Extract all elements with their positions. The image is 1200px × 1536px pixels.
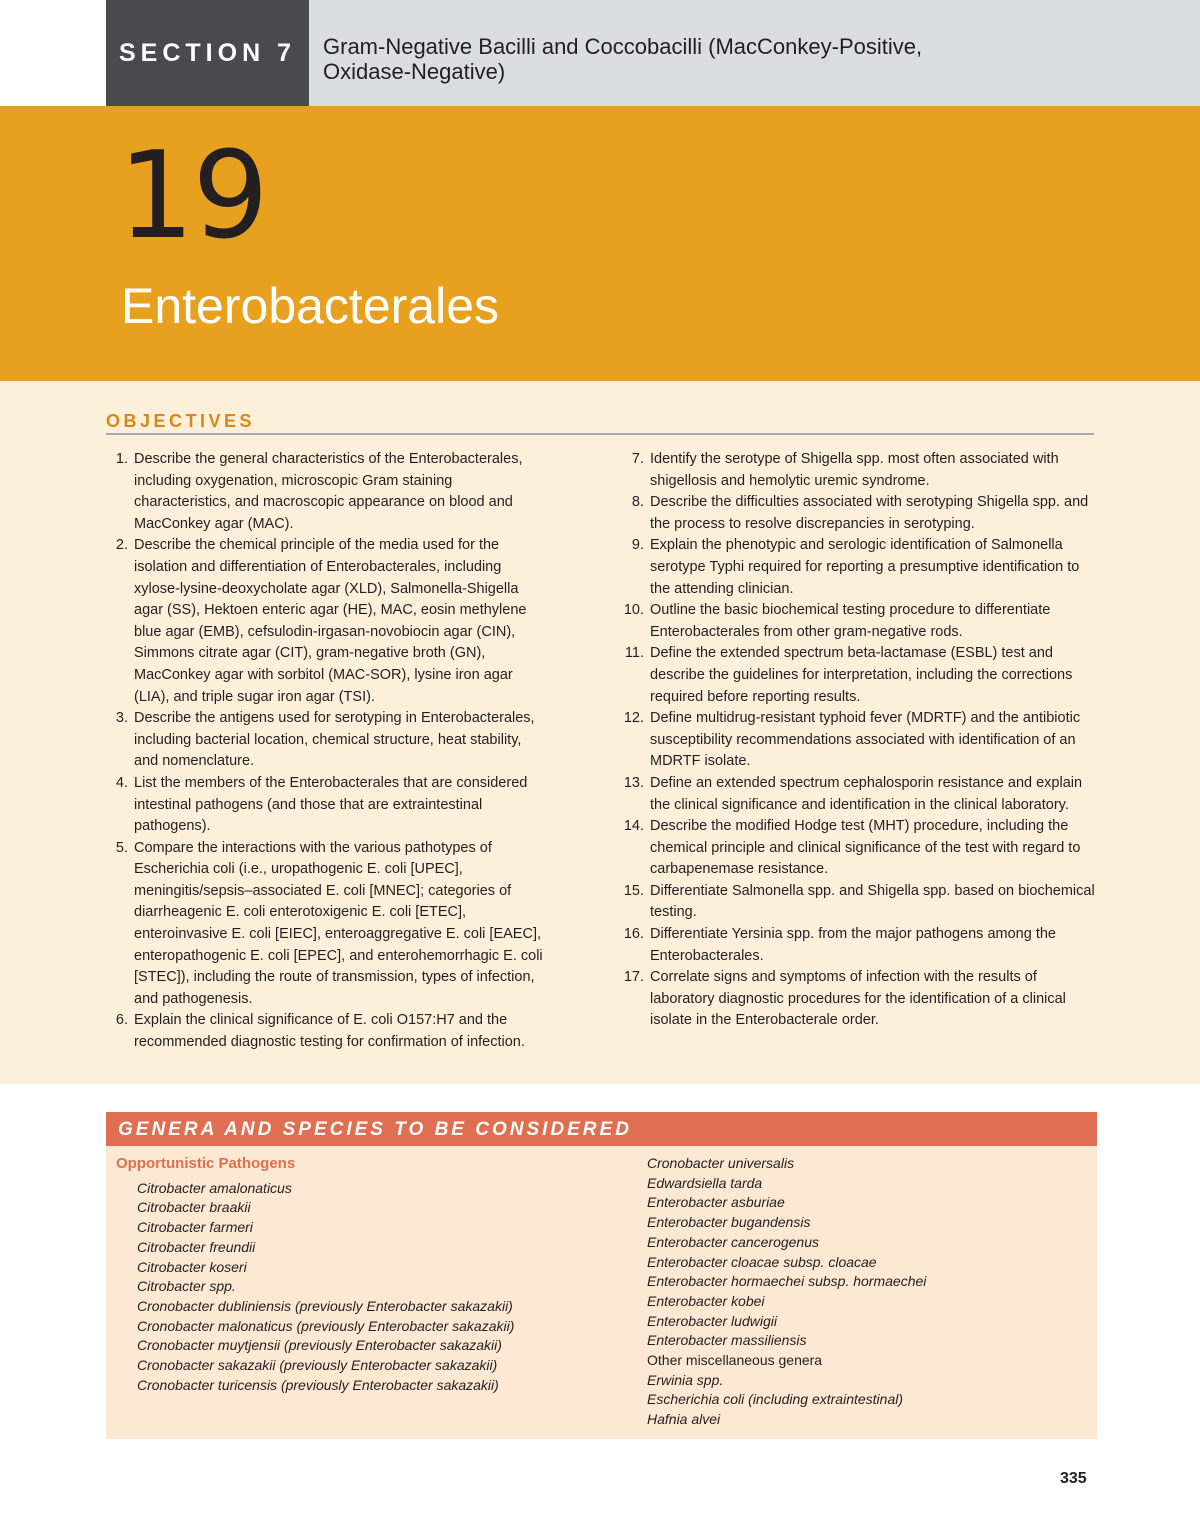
species-item: Cronobacter sakazakii (previously Enterobacter sakazakii): [137, 1357, 498, 1374]
section-title-line-1: Gram-Negative Bacilli and Coccobacilli (MacConkey-Positive,: [323, 34, 923, 59]
objectives-heading: OBJECTIVES: [106, 411, 256, 431]
objective-text: Compare the interactions with the various pathotypes of Escherichia coli (i.e., uropathogenic E. coli [UPEC], meningitis/sepsis–associated E. coli [MNEC]; categories of diarrheagenic E. coli enterotoxigenic E. coli [ETEC], enteroinvasive E. coli [EIEC], enteroaggregative E. coli [EAEC], enteropathogenic E. coli [EPEC], and enterohemorrhagic E. coli [STEC]), including the route of transmission, types of infection, and pathogenesis.: [134, 839, 543, 1007]
species-item: Enterobacter kobei: [647, 1292, 765, 1309]
species-item: Enterobacter cancerogenus: [647, 1233, 819, 1250]
objective-item: [620, 816, 1100, 881]
objective-item: [106, 773, 546, 838]
objective-item: [620, 600, 1100, 643]
objective-item: [106, 838, 546, 1011]
objective-text: Describe the difficulties associated with serotyping Shigella spp. and the process to resolve discrepancies in serotyping.: [650, 494, 1089, 532]
objective-number: 4.: [115, 774, 128, 791]
objective-text: Explain the phenotypic and serologic identification of Salmonella serotype Typhi required for reporting a presumptive identification to the attending clinician.: [650, 537, 1080, 597]
species-item: Cronobacter turicensis (previously Enterobacter sakazakii): [137, 1376, 499, 1393]
section-title: [323, 34, 1043, 84]
section-title-line-2: Oxidase-Negative): [323, 59, 506, 84]
objective-item: [620, 535, 1100, 600]
objective-item: [620, 924, 1100, 967]
objective-text: Identify the serotype of Shigella spp. most often associated with shigellosis and hemolytic uremic syndrome.: [650, 451, 1059, 489]
genera-heading: GENERA AND SPECIES TO BE CONSIDERED: [106, 1112, 1097, 1146]
objective-number: 12.: [623, 710, 644, 727]
species-item: Citrobacter farmeri: [137, 1219, 253, 1236]
species-item: Citrobacter spp.: [137, 1278, 236, 1295]
species-item: Hafnia alvei: [647, 1411, 721, 1428]
objective-number: 15.: [623, 882, 644, 899]
species-item: Escherichia coli (including extraintestinal): [647, 1391, 904, 1408]
objective-item: [620, 643, 1100, 708]
objective-number: 10.: [623, 602, 644, 619]
objective-text: List the members of the Enterobacterales that are considered intestinal pathogens (and those that are extraintestinal pathogens).: [134, 774, 528, 835]
genera-subheading: Opportunistic Pathogens: [116, 1155, 296, 1172]
objective-text: Outline the basic biochemical testing procedure to differentiate Enterobacterales from other gram-negative rods.: [650, 602, 1051, 640]
objective-text: Differentiate Yersinia spp. from the major pathogens among the Enterobacterales.: [650, 926, 1056, 964]
objective-number: 11.: [624, 645, 644, 662]
chapter-title: Enterobacterales: [121, 278, 500, 334]
objective-item: [106, 535, 546, 708]
objective-text: Describe the general characteristics of the Enterobacterales, including oxygenation, microscopic Gram staining characteristics, and macroscopic appearance on blood and MacConkey agar (MAC).: [134, 451, 523, 532]
species-item: Enterobacter ludwigii: [647, 1312, 777, 1329]
objective-number: 14.: [623, 818, 644, 835]
genera-column-right: [647, 1154, 1087, 1430]
objective-text: Describe the modified Hodge test (MHT) procedure, including the chemical principle and clinical significance of the test with regard to carbapenemase resistance.: [650, 818, 1081, 878]
section-label-text: SECTION 7: [119, 38, 296, 67]
species-item: Cronobacter dubliniensis (previously Enterobacter sakazakii): [137, 1297, 513, 1314]
objective-text: Describe the antigens used for serotyping in Enterobacterales, including bacterial location, chemical structure, heat stability, and nomenclature.: [134, 710, 535, 770]
objective-number: 16.: [623, 926, 644, 943]
objective-text: Define multidrug-resistant typhoid fever (MDRTF) and the antibiotic susceptibility recommendations associated with identification of an MDRTF isolate.: [650, 710, 1081, 770]
species-item: Citrobacter amalonaticus: [137, 1179, 292, 1196]
objective-item: [620, 967, 1100, 1032]
objective-text: Correlate signs and symptoms of infection with the results of laboratory diagnostic procedures for the identification of a clinical isolate in the Enterobacterale order.: [650, 969, 1066, 1029]
objective-item: [620, 773, 1100, 816]
species-item: Enterobacter massiliensis: [647, 1332, 807, 1349]
species-item: Citrobacter freundii: [137, 1238, 256, 1255]
objective-text: Differentiate Salmonella spp. and Shigella spp. based on biochemical testing.: [650, 882, 1095, 921]
chapter-banner: [0, 106, 1200, 381]
objective-number: 3.: [115, 710, 128, 727]
objectives-list-right: [620, 449, 1100, 1032]
objective-number: 6.: [115, 1012, 128, 1029]
species-item: Citrobacter koseri: [137, 1258, 247, 1275]
objective-item: [620, 449, 1100, 492]
species-item: Edwardsiella tarda: [647, 1174, 763, 1191]
page-number: 335: [1060, 1470, 1087, 1487]
objective-text: Define the extended spectrum beta-lactamase (ESBL) test and describe the guidelines for interpretation, including the corrections required before reporting results.: [650, 645, 1073, 705]
objective-text: Define an extended spectrum cephalosporin resistance and explain the clinical significance and identification in the clinical laboratory.: [650, 774, 1083, 813]
objective-item: [106, 708, 546, 773]
species-item: Enterobacter hormaechei subsp. hormaechei: [647, 1273, 927, 1290]
genera-species-box: [106, 1112, 1097, 1439]
species-item: Enterobacter asburiae: [647, 1194, 785, 1211]
objective-item: [620, 881, 1100, 924]
species-item: Enterobacter cloacae subsp. cloacae: [647, 1253, 877, 1270]
section-label: [106, 0, 309, 106]
objective-item: [106, 449, 546, 535]
objective-text: Describe the chemical principle of the media used for the isolation and differentiation of Enterobacterales, including xylose-lysine-deoxycholate agar (XLD), Salmonella-Shigella agar (SS), Hektoen enteric agar (HE), MAC, eosin methylene blue agar (EMB), cefsulodin-irgasan-novobiocin agar (CIN), Simmons citrate agar (CIT), gram-negative broth (GN), MacConkey agar with sorbitol (MAC-SOR), lysine iron agar (LIA), and triple sugar iron agar (TSI).: [134, 537, 527, 705]
objectives-list-left: [106, 449, 546, 1054]
species-item: Other miscellaneous genera: [647, 1352, 823, 1369]
objective-text: Explain the clinical significance of E. coli O157:H7 and the recommended diagnostic testing for confirmation of infection.: [134, 1012, 525, 1051]
species-item: Cronobacter muytjensii (previously Enterobacter sakazakii): [137, 1337, 502, 1354]
species-item: Erwinia spp.: [647, 1371, 724, 1388]
chapter-number: 19: [118, 127, 267, 266]
objective-number: 2.: [115, 537, 128, 554]
species-item: Cronobacter malonaticus (previously Enterobacter sakazakii): [137, 1317, 515, 1334]
objective-number: 7.: [631, 451, 644, 467]
objectives-divider: [106, 433, 1094, 435]
objectives-panel: [0, 381, 1200, 1084]
section-title-bar: [309, 0, 1200, 106]
objective-item: [106, 1010, 546, 1053]
species-item: Cronobacter universalis: [647, 1155, 795, 1171]
objective-number: 8.: [631, 494, 644, 511]
objective-number: 9.: [631, 537, 644, 554]
species-item: Citrobacter braakii: [137, 1199, 251, 1216]
objective-number: 1.: [115, 451, 128, 467]
genera-column-left: [116, 1154, 586, 1395]
objective-number: 17.: [623, 969, 644, 986]
objective-item: [620, 492, 1100, 535]
objective-item: [620, 708, 1100, 773]
objective-number: 5.: [115, 839, 128, 856]
species-item: Enterobacter bugandensis: [647, 1214, 811, 1231]
objective-number: 13.: [623, 774, 644, 791]
